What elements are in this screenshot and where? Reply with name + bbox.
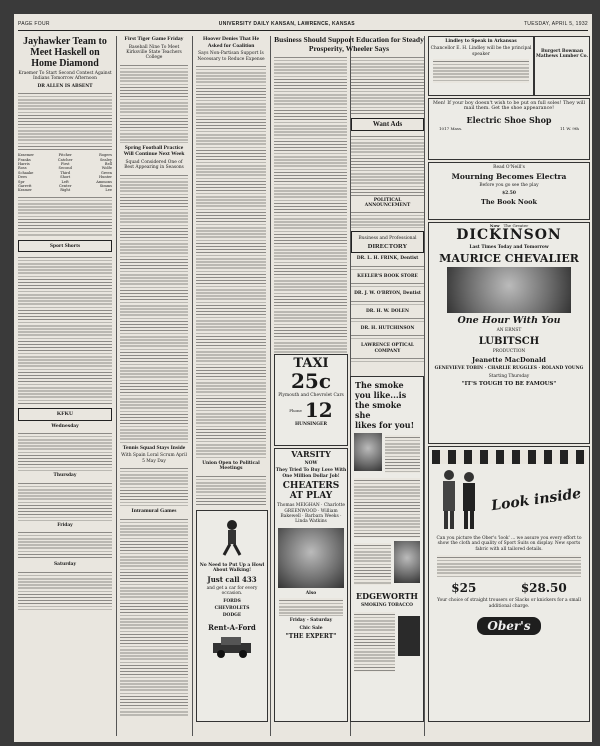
- taxi-phone-label: Phone: [289, 407, 302, 413]
- headline-union: Union Open to Political Meetings: [202, 461, 260, 472]
- electric-address-2: 11 W. 9th: [559, 125, 579, 131]
- ad-copy: [385, 435, 420, 473]
- taxi-price: 25c: [290, 369, 331, 393]
- ad-burgert-lumber: [534, 36, 590, 96]
- lineup-cell: Pitcher: [58, 153, 72, 158]
- dick-now: Now: [489, 223, 500, 228]
- rent-a-ford: Rent-A-Ford: [208, 622, 256, 632]
- directory-box: [351, 231, 424, 253]
- directory-entries: [351, 256, 424, 364]
- lineup-cell: Catcher: [57, 157, 73, 162]
- lindley-title: Lindley to Speak in Arkansas: [445, 39, 517, 44]
- newspaper-title: UNIVERSITY DAILY KANSAN, LAWRENCE, KANSAS: [218, 21, 355, 27]
- lineup-cell: Franks: [18, 157, 31, 162]
- awning-stripes: [432, 450, 586, 464]
- lineup-cell: First: [60, 162, 70, 167]
- directory-entry-text: [351, 316, 424, 324]
- film-director-2: LUBITSCH: [478, 335, 540, 347]
- column-rule: [424, 36, 425, 736]
- newspaper-page: [14, 14, 592, 742]
- headline-tiger-game: First Tiger Game Friday: [124, 36, 184, 42]
- lineup-cell: Wolfe: [101, 166, 112, 171]
- ad-book-nook: [428, 162, 590, 220]
- article-text: [274, 55, 347, 355]
- headline-tennis: Tennis Squad Stays Inside: [122, 444, 186, 451]
- deck-hoover: Says Non-Partisan Support Is Necessary to Reduce Expense: [197, 51, 265, 62]
- lineup-cell: Harris: [18, 162, 30, 167]
- schedule-text: [18, 530, 112, 560]
- schedule-text: [18, 481, 112, 521]
- ad-electric-shoe-shop: [428, 98, 590, 160]
- lineup-cell: Sealey: [99, 157, 112, 162]
- column-sports: [18, 36, 112, 738]
- obers-copy-lines: [437, 555, 581, 577]
- lineup-cell: Kramer: [18, 188, 32, 193]
- ad-copy: [354, 543, 391, 585]
- taxi433-fords: FORDS: [223, 598, 241, 604]
- lineup-cell: Lee: [105, 188, 112, 193]
- schedule-text: [18, 570, 112, 610]
- lineup-cell: Dees: [18, 175, 27, 180]
- book-line1: Read O'Neill's: [493, 165, 525, 170]
- ad-varsity-theater: [274, 448, 348, 722]
- lineup-cell: Spr: [18, 179, 25, 184]
- deck-squad: Squad Considered One of Best Appearing in Seasons: [124, 160, 184, 171]
- lineup-cell: Simms: [99, 184, 112, 189]
- notice-text: [433, 59, 529, 83]
- lindley-notice: [428, 36, 534, 96]
- directory-entry-text: [351, 333, 424, 341]
- burgert-name: Burgert Bowman Mathews Lumber Co.: [535, 49, 588, 60]
- electric-name: Electric Shoe Shop: [466, 114, 552, 125]
- ad-taxi-433: [196, 510, 268, 722]
- electric-address-1: 1017 Mass.: [439, 125, 463, 131]
- film-star: MAURICE CHEVALIER: [439, 252, 579, 266]
- varsity-fri: Friday - Saturday: [289, 618, 333, 624]
- obers-choice: Your choice of straight trousers or Slacks or knickers for a small additional charge.: [437, 598, 581, 609]
- lineup-cell: Right: [60, 188, 71, 193]
- directory-entry-text: [351, 356, 424, 364]
- kfku-box: [18, 408, 112, 421]
- lineup-cell: Kraemer: [18, 153, 34, 158]
- headline-intramural: Intramural Games: [131, 508, 177, 515]
- article-text: [120, 173, 188, 443]
- ad-copy: [354, 612, 395, 672]
- kfku-day: Saturday: [53, 562, 76, 568]
- book-line3: Before you go see the play: [479, 183, 539, 189]
- article-text: [18, 91, 112, 151]
- lindley-sub: Chancellor E. H. Lindley will be the principal speaker: [430, 46, 532, 57]
- lineup-table: [18, 153, 112, 193]
- headline-jayhawker: Jayhawker Team to Meet Haskell on Home Diamond: [23, 36, 107, 69]
- directory-pre: Business and Professional: [358, 236, 417, 242]
- deck-tennis: With Spain Loral Scrum April 5 May Day: [121, 453, 187, 464]
- film-cast: GENEVIEVE TOBIN · CHARLIE RUGGLES · ROLAND YOUNG: [434, 366, 584, 372]
- taxi-cars: Plymouth and Chevrolet Cars: [278, 393, 344, 398]
- varsity-title: VARSITY: [291, 449, 331, 459]
- announcement-text: [351, 210, 424, 228]
- taxi433-call: Just call 433: [207, 574, 257, 584]
- taxi433-chevrolets: CHEVROLETS: [214, 606, 250, 612]
- directory-entry: DR. H. HUTCHINSON: [360, 326, 415, 332]
- dick-greater: The Greater: [503, 223, 529, 228]
- sport-shorts-box: [18, 240, 112, 253]
- headline-spring-football: Spring Football Practice Will Continue Next Week: [123, 144, 185, 158]
- book-title: Mourning Becomes Electra: [451, 172, 567, 182]
- article-text: [120, 517, 188, 717]
- book-shop: The Book Nook: [480, 198, 537, 207]
- kfku-day: Wednesday: [51, 424, 79, 430]
- directory-entry-text: [351, 299, 424, 307]
- walking-man-icon: [212, 517, 252, 557]
- varsity-cast: Thomas MEIGHAN · Charlotte GREENWOOD · William Bakewell · Barbara Weeks · Linda Watkins: [277, 503, 345, 525]
- film-next-title: "IT'S TOUGH TO BE FAMOUS": [461, 381, 557, 388]
- walker-illustration: [200, 514, 264, 560]
- schedule-text: [18, 431, 112, 471]
- lineup-cell: Ross: [18, 166, 27, 171]
- lineup-cell: Schaake: [18, 170, 34, 175]
- lineup-cell: Hunter: [98, 175, 112, 180]
- taxi-phone-number: 12: [304, 398, 333, 423]
- taxi433-desc: and get a car for every occasion.: [206, 585, 258, 597]
- smoke-line4: likes for you!: [355, 420, 415, 430]
- directory-entry: DR. L. H. FRINK, Dentist: [356, 256, 419, 262]
- film-director-1: AN ERNST: [496, 328, 522, 334]
- varsity-now: NOW: [304, 461, 318, 466]
- kfku-day: Friday: [57, 522, 73, 528]
- column-rule: [270, 36, 271, 736]
- ad-dickinson-theater: [428, 222, 590, 444]
- lineup-cell: Short: [60, 175, 71, 180]
- car-icon: [207, 635, 257, 659]
- political-title: POLITICAL ANNOUNCEMENT: [364, 197, 411, 208]
- film-costar: Jeanette MacDonald: [472, 356, 546, 365]
- varsity-chic: Chic Sale: [299, 625, 323, 631]
- dickinson-name: DICKINSON: [456, 227, 562, 243]
- tobacco-tin-icon: [398, 616, 420, 656]
- lineup-cell: Bell: [104, 162, 112, 167]
- directory-entry-text: [351, 281, 424, 289]
- article-text: [120, 63, 188, 143]
- obers-price-2: $28.50: [520, 581, 567, 596]
- article-text: [18, 255, 112, 405]
- edgeworth-name: EDGEWORTH: [356, 591, 418, 601]
- lineup-cell: Ammons: [96, 179, 112, 184]
- article-text: [18, 195, 112, 237]
- obers-price-1: $25: [451, 581, 477, 596]
- column-football: [120, 36, 188, 738]
- ad-copy: [354, 478, 420, 538]
- electric-copy: Men! If your boy doesn't wish to be put on full soles! They will mail them. Get the shoe appearance!: [432, 101, 586, 112]
- lineup-cell: Center: [58, 184, 72, 189]
- lineup-cell: Green: [100, 170, 112, 175]
- deck-kraemer: Kraemer To Start Second Contest Against Indians Tomorrow Afternoon: [18, 71, 112, 82]
- lineup-cell: Third: [60, 170, 71, 175]
- sport-shorts-title: Sport Shorts: [49, 242, 81, 249]
- deck-kirksville: Baseball Nine To Meet Kirksville State Teachers College: [126, 44, 182, 61]
- lineup-row: [18, 188, 112, 192]
- varsity-next: "THE EXPERT": [285, 633, 337, 641]
- smoke-line1: The smoke: [355, 380, 404, 390]
- edgeworth-sub: SMOKING TOBACCO: [360, 603, 414, 608]
- film-director-3: PRODUCTION: [492, 348, 526, 354]
- car-illustration: [197, 635, 267, 659]
- men-in-suits-illustration: [433, 467, 483, 533]
- lineup-cell: Left: [61, 179, 69, 184]
- film-title: One Hour With You: [457, 315, 561, 327]
- ad-taxi-25c: [274, 354, 348, 446]
- smoke-line2: you like...is: [355, 390, 407, 400]
- directory-entry: LAWRENCE OPTICAL COMPANY: [360, 343, 415, 354]
- article-text: [351, 55, 424, 115]
- kfku-day: Thursday: [53, 473, 77, 479]
- obers-logo: Ober's: [477, 617, 540, 635]
- chevalier-photo: [447, 267, 571, 313]
- lineup-cell: Rogers: [99, 153, 112, 158]
- taxi433-tagline: No Need to Put Up a Howl About Walking!: [199, 563, 265, 574]
- page-number: PAGE FOUR: [18, 21, 50, 27]
- look-inside-title: Look inside: [490, 485, 582, 515]
- taxi-company: HUNSINGER: [295, 422, 327, 428]
- varsity-photo: [278, 528, 344, 588]
- article-text: [196, 64, 266, 459]
- obers-copy: Can you picture the Ober's 'look' ... we assure you every effort to show the cloth and quality of Sport Suits on display. New sports fabric with all tailored details.: [436, 536, 582, 552]
- column-rule: [192, 36, 193, 736]
- directory-entry: KEELER'S BOOK STORE: [357, 273, 418, 279]
- article-text: [120, 466, 188, 506]
- ad-edgeworth: [350, 376, 424, 722]
- byline: DR ALLEN IS ABSENT: [37, 83, 93, 89]
- book-price: $2.50: [502, 190, 516, 196]
- varsity-tagline: They Tried To Buy Love With One Million Dollar Job!: [275, 468, 347, 479]
- masthead: [18, 18, 588, 31]
- classified-text: [351, 134, 424, 196]
- issue-date: TUESDAY, APRIL 5, 1932: [523, 21, 588, 27]
- article-text: [196, 474, 266, 506]
- directory-title: DIRECTORY: [367, 242, 408, 250]
- varsity-extra-text: [279, 598, 343, 616]
- lineup-cell: Garrett: [18, 184, 32, 189]
- taxi-word: TAXI: [293, 356, 329, 371]
- column-rule: [116, 36, 117, 736]
- woman-portrait: [354, 433, 382, 471]
- lineup-cell: Second: [58, 166, 72, 171]
- smoke-line3: the smoke she: [355, 400, 402, 420]
- taxi433-dodge: DODGE: [222, 613, 242, 619]
- dick-when: Last Times Today and Tomorrow: [469, 245, 549, 250]
- film-next: Starting Thursday: [488, 373, 530, 379]
- man-portrait: [394, 541, 420, 583]
- directory-entry: DR. J. W. O'BRYON, Dentist: [354, 291, 421, 297]
- varsity-also: Also: [305, 590, 317, 596]
- directory-entry-text: [351, 264, 424, 272]
- headline-hoover: Hoover Denies That He Asked for Coalition: [203, 36, 259, 49]
- want-ads-box: [351, 118, 424, 131]
- want-ads-title: Want Ads: [372, 120, 403, 128]
- headline-business: Business Should Support Education for Steady Prosperity, Wheeler Says: [274, 36, 424, 53]
- directory-entry: DR. H. W. DOLEN: [365, 308, 410, 314]
- film-title-cheaters: CHEATERS AT PLAY: [282, 481, 340, 502]
- ad-obers: [428, 446, 590, 722]
- kfku-title: KFKU: [56, 411, 74, 418]
